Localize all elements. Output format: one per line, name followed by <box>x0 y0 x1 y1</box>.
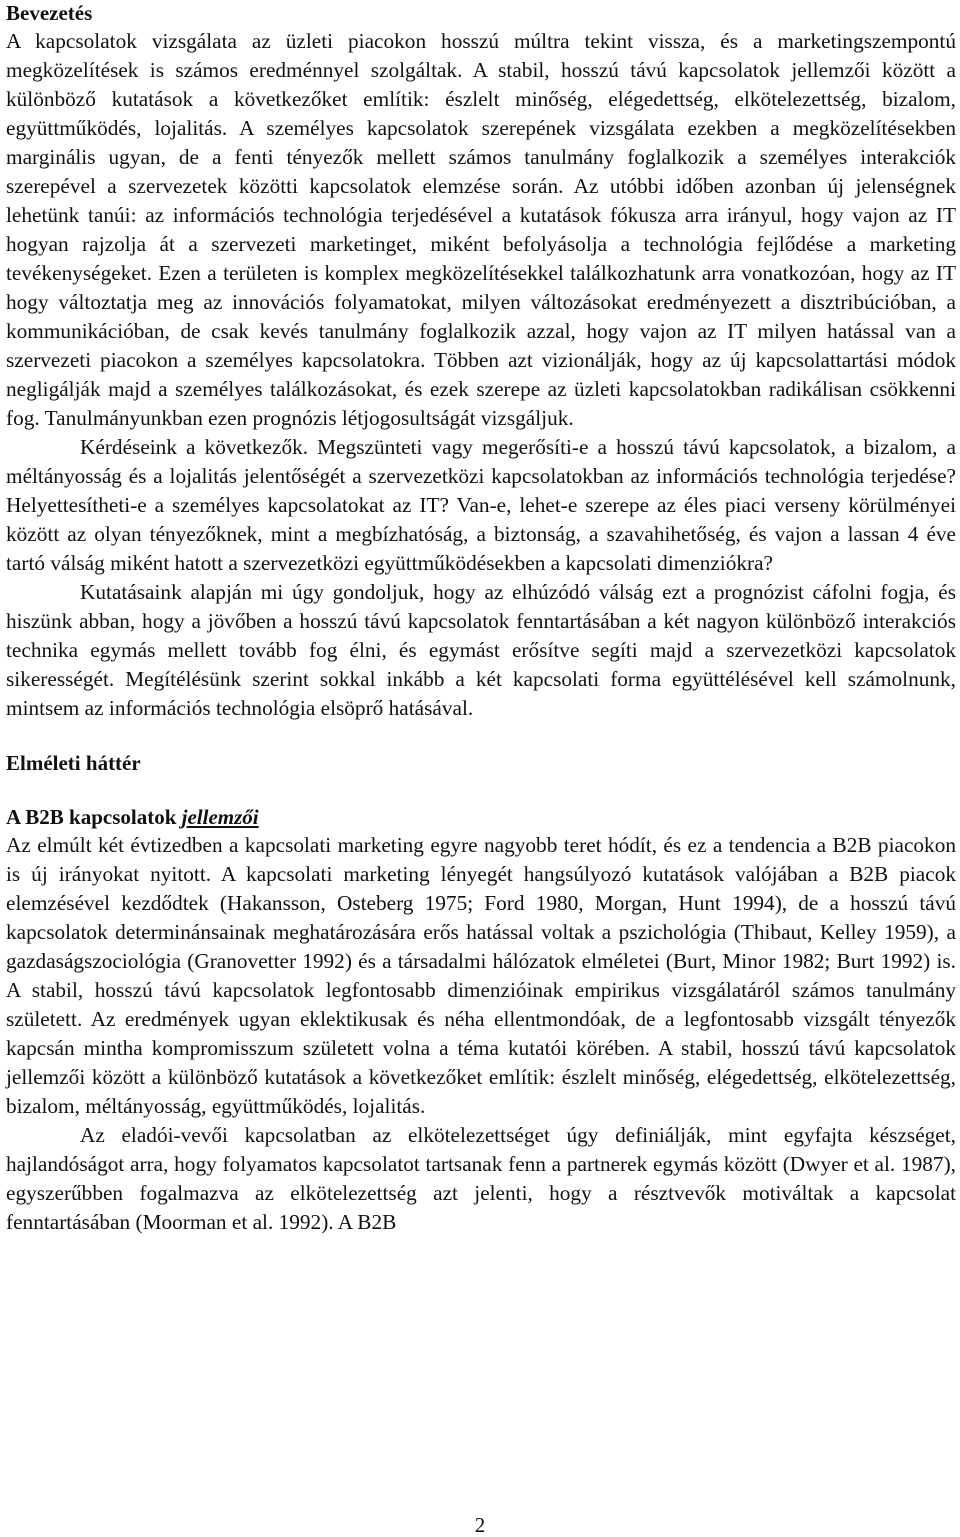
intro-paragraph-1: A kapcsolatok vizsgálata az üzleti piacokon hosszú múltra tekint vissza, és a marketingszempontú megközelítések is számos eredménnyel szolgáltak. A stabil, hosszú távú kapcsolatok jellemzői között a különböző kutatások a következőket említik: észlelt minőség, elégedettség, elkötelezettség, bizalom, együttműködés, lojalitás. A személyes kapcsolatok szerepének vizsgálata ezekben a megközelítésekben marginális ugyan, de a fenti tényezők mellett számos tanulmány foglalkozik a személyes interakciók szerepével a szervezetek közötti kapcsolatok elemzése során. Az utóbbi időben azonban új jelenségnek lehetünk tanúi: az információs technológia terjedésével a kutatások fókusza arra irányul, hogy vajon az IT hogyan rajzolja át a szervezeti marketinget, miként befolyásolja a technológia fejlődése a marketing tevékenységeket. Ezen a területen is komplex megközelítésekkel találkozhatunk arra vonatkozóan, hogy az IT hogy változtatja meg az innovációs folyamatokat, milyen változásokat eredményezett a disztribúcióban, a kommunikációban, de csak kevés tanulmány foglalkozik azzal, hogy vajon az IT milyen hatással van a szervezeti piacokon a személyes kapcsolatokra. Többen azt vizionálják, hogy az új kapcsolattartási módok negligálják majd a személyes találkozásokat, és ezek szerepe az üzleti kapcsolatokban radikálisan csökkenni fog. Tanulmányunkban ezen prognózis létjogosultságát vizsgáljuk. <box>6 29 956 430</box>
spacer <box>6 723 956 750</box>
b2b-paragraph-2: Az eladói-vevői kapcsolatban az elkötelezettséget úgy definiálják, mint egyfajta készséget, hajlandóságot arra, hogy folyamatos kapcsolatot tartsanak fenn a partnerek egymás között (Dwyer et al. 1987), egyszerűbben fogalmazva az elkötelezettség azt jelenti, hogy a résztvevők motiváltak a kapcsolat fenntartásában (Moorman et al. 1992). A B2B <box>6 1123 956 1234</box>
page-number: 2 <box>474 1513 486 1537</box>
subsection-heading-b2b <box>6 804 956 831</box>
b2b-paragraph-1: Az elmúlt két évtizedben a kapcsolati marketing egyre nagyobb teret hódít, és ez a tendencia a B2B piacokon is új irányokat nyitott. A kapcsolati marketing lényegét hangsúlyozó kutatások valójában a B2B piacok elemzésével kezdődtek (Hakansson, Osteberg 1975; Ford 1980, Morgan, Hunt 1994), de a hosszú távú kapcsolatok determinánsainak meghatározására erős hatással voltak a pszichológia (Thibaut, Kelley 1959), a gazdaságszociológia (Granovetter 1992) és a társadalmi hálózatok elméletei (Burt, Minor 1982; Burt 1992) is. A stabil, hosszú távú kapcsolatok legfontosabb dimenzióinak empirikus vizsgálatáról számos tanulmány született. Az eredmények ugyan eklektikusak és néha ellentmondóak, de a legfontosabb vizsgált tényezők kapcsán mintha kompromisszum született volna a téma kutatói körében. A stabil, hosszú távú kapcsolatok jellemzői között a különböző kutatások a következőket említik: észlelt minőség, elégedettség, elkötelezettség, bizalom, méltányosság, együttműködés, lojalitás. <box>6 833 956 1118</box>
section-heading-theory: Elméleti háttér <box>6 751 141 775</box>
subsection-heading-b2b-italic: jellemzői <box>181 805 259 829</box>
intro-paragraph-3: Kutatásaink alapján mi úgy gondoljuk, hogy az elhúzódó válság ezt a prognózist cáfolni fogja, és hiszünk abban, hogy a jövőben a hosszú távú kapcsolatok fenntartásában a két nagyon különböző interakciós technika egymás mellett tovább fog élni, és egymást erősítve segíti majd a szervezetközi kapcsolatok sikerességét. Megítélésünk szerint sokkal inkább a két kapcsolati forma együttélésével kell számolnunk, mintsem az információs technológia elsöprő hatásával. <box>6 580 956 720</box>
document-page <box>6 0 956 1237</box>
spacer <box>6 777 956 804</box>
intro-paragraph-2: Kérdéseink a következők. Megszünteti vagy megerősíti-e a hosszú távú kapcsolatok, a bizalom, a méltányosság és a lojalitás jelentőségét a szervezetközi kapcsolatokban az információs technológia terjedése? Helyettesítheti-e a személyes kapcsolatokat az IT? Van-e, lehet-e szerepe az éles piaci verseny körülményei között az olyan tényezőknek, mint a megbízhatóság, a biztonság, a szavahihetőség, és vajon a lassan 4 éve tartó válság miként hatott a szervezetközi együttműködésekben a kapcsolati dimenziókra? <box>6 435 956 575</box>
section-heading-introduction: Bevezetés <box>6 1 93 25</box>
subsection-heading-b2b-plain: A B2B kapcsolatok <box>6 805 182 829</box>
